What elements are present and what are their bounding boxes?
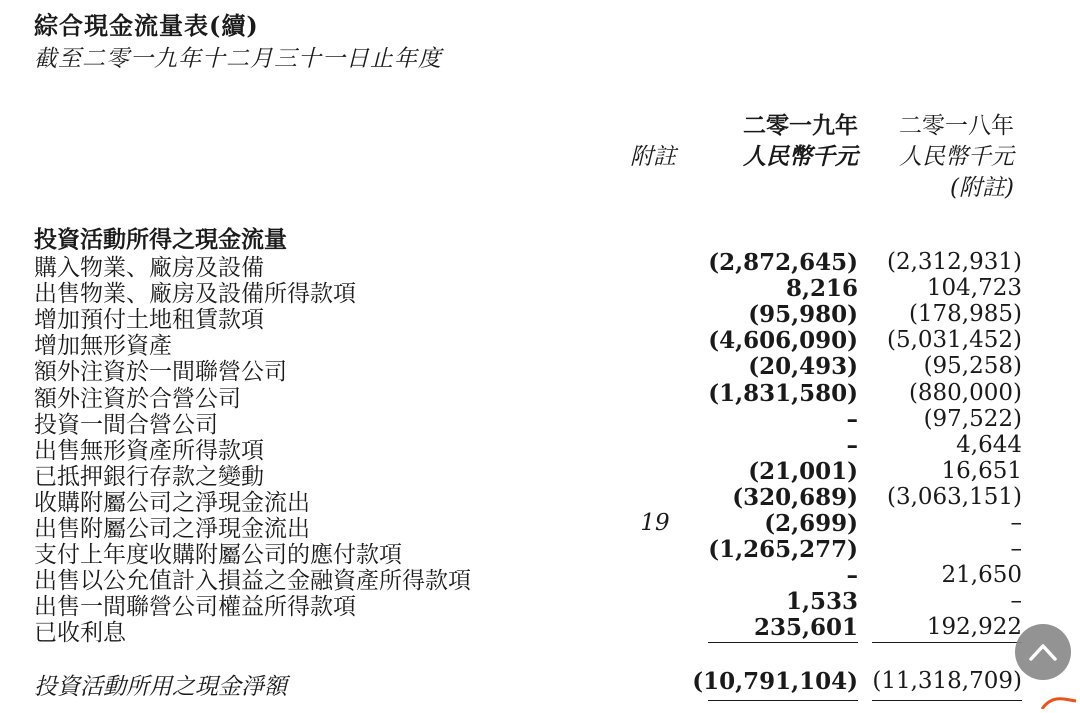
total-value-2019: (10,791,104) <box>692 668 858 695</box>
row-label: 額外注資於合營公司 <box>34 385 241 412</box>
total-label: 投資活動所用之現金淨額 <box>34 674 287 700</box>
row-value-2019: (2,699) <box>764 510 858 537</box>
col-note-label: 附註 <box>630 144 676 170</box>
chevron-up-icon <box>1028 639 1058 665</box>
table-row <box>0 457 1080 490</box>
col-2019-year: 二零一九年 <box>743 112 858 139</box>
table-row <box>0 536 1080 569</box>
row-value-2019: (2,872,645) <box>708 249 858 276</box>
col-2018-remark: (附註) <box>950 175 1014 201</box>
row-value-2019: (1,265,277) <box>708 536 858 564</box>
row-label: 增加預付土地租賃款項 <box>34 307 264 334</box>
table-row <box>0 510 1080 542</box>
table-row <box>0 588 1080 621</box>
row-label: 出售以公允值計入損益之金融資產所得款項 <box>34 568 471 595</box>
total-rule-2018 <box>872 700 1022 701</box>
table-row <box>0 431 1080 464</box>
row-value-2018: (2,312,931) <box>886 249 1022 275</box>
row-label: 增加無形資產 <box>34 333 172 360</box>
row-value-2019: (4,606,090) <box>708 327 858 355</box>
row-value-2018: 4,644 <box>956 431 1022 458</box>
table-row <box>0 249 1080 281</box>
corner-badge-icon <box>1040 694 1080 708</box>
row-value-2018: (5,031,452) <box>886 327 1022 354</box>
total-value-2018: (11,318,709) <box>872 668 1022 694</box>
table-row <box>0 379 1080 412</box>
table-row <box>0 327 1080 360</box>
row-value-2018: (95,258) <box>923 353 1022 380</box>
row-label: 支付上年度收購附屬公司的應付款項 <box>34 542 402 569</box>
total-rule-2019 <box>708 700 858 701</box>
row-value-2019: 8,216 <box>785 275 858 303</box>
table-row <box>0 405 1080 438</box>
row-label: 出售附屬公司之淨現金流出 <box>34 516 310 542</box>
row-value-2019: (21,001) <box>748 457 858 485</box>
section-title: 投資活動所得之現金流量 <box>34 226 287 253</box>
row-value-2018: (880,000) <box>908 379 1022 406</box>
col-2019-unit: 人民幣千元 <box>743 143 858 170</box>
subtotal-rule-2019 <box>708 642 858 643</box>
row-value-2019: – <box>846 562 858 590</box>
row-value-2018: – <box>1010 588 1022 615</box>
row-label: 已收利息 <box>34 620 126 647</box>
row-label: 出售物業、廠房及設備所得款項 <box>34 281 356 308</box>
table-row <box>0 275 1080 308</box>
row-label: 出售無形資產所得款項 <box>34 437 264 464</box>
row-value-2018: (3,063,151) <box>886 483 1022 510</box>
scroll-to-top-button[interactable] <box>1015 624 1071 680</box>
page-title: 綜合現金流量表(續) <box>34 11 259 40</box>
row-value-2019: – <box>846 405 858 433</box>
row-value-2018: 16,651 <box>941 457 1022 484</box>
row-value-2018: (178,985) <box>908 301 1022 328</box>
table-row <box>0 483 1080 516</box>
col-2018-year: 二零一八年 <box>899 113 1014 139</box>
subtotal-rule-2018 <box>872 642 1022 643</box>
row-value-2018: – <box>1010 510 1022 536</box>
row-value-2019: 235,601 <box>753 614 858 642</box>
row-label: 投資一間合營公司 <box>34 411 218 438</box>
table-row <box>0 301 1080 334</box>
row-value-2018: 104,723 <box>926 275 1022 302</box>
row-label: 額外注資於一間聯營公司 <box>34 359 287 386</box>
row-label: 收購附屬公司之淨現金流出 <box>34 489 310 516</box>
row-value-2019: – <box>846 431 858 459</box>
table-row <box>0 353 1080 386</box>
row-value-2019: (1,831,580) <box>708 379 858 407</box>
total-row <box>0 668 1080 700</box>
row-value-2018: (97,522) <box>923 405 1022 432</box>
row-label: 已抵押銀行存款之變動 <box>34 463 264 490</box>
row-value-2019: (320,689) <box>732 483 858 511</box>
table-row <box>0 562 1080 595</box>
row-value-2019: 1,533 <box>785 588 858 616</box>
table-row <box>0 614 1080 647</box>
row-value-2018: 192,922 <box>926 614 1022 641</box>
row-value-2019: (95,980) <box>748 301 858 329</box>
row-value-2019: (20,493) <box>748 353 858 381</box>
row-label: 購入物業、廠房及設備 <box>34 255 264 281</box>
row-value-2018: – <box>1010 536 1022 563</box>
page-subtitle: 截至二零一九年十二月三十一日止年度 <box>34 46 442 72</box>
col-2018-unit: 人民幣千元 <box>899 144 1014 170</box>
row-value-2018: 21,650 <box>941 562 1022 589</box>
row-note: 19 <box>640 510 670 536</box>
row-label: 出售一間聯營公司權益所得款項 <box>34 594 356 621</box>
